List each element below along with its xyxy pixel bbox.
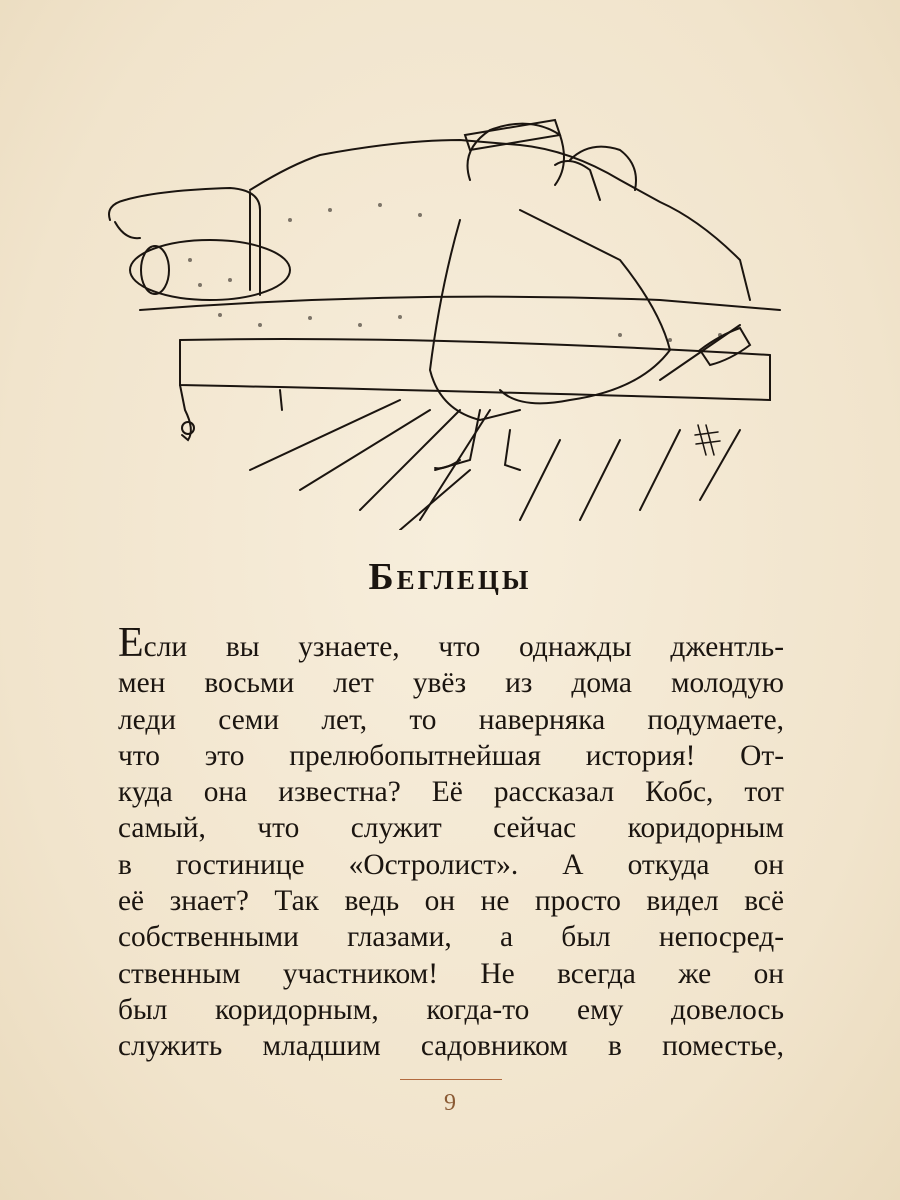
text-line: что это прелюбопытнейшая история! От-	[118, 739, 784, 772]
footer-rule	[400, 1079, 502, 1080]
page-number: 9	[444, 1090, 456, 1116]
text-line: был коридорным, когда-то ему довелось	[118, 993, 784, 1026]
sofa-children-engraving	[100, 110, 790, 530]
text-line: мен восьми лет увёз из дома молодую	[118, 667, 784, 700]
chapter-text	[118, 620, 784, 1065]
chapter-title: Беглецы	[368, 556, 532, 598]
text-line: в гостинице «Остролист». А откуда он	[118, 848, 784, 881]
text-line: Если вы узнаете, что однажды джентль-	[118, 620, 784, 666]
text-line: служить младшим садовником в поместье,	[118, 1030, 784, 1063]
text-line: собственными глазами, а был непосред-	[118, 921, 784, 954]
drop-cap: Е	[118, 620, 144, 666]
text-line: леди семи лет, то наверняка подумаете,	[118, 703, 784, 736]
text-line: самый, что служит сейчас коридорным	[118, 812, 784, 845]
text-line: её знает? Так ведь он не просто видел всё	[118, 885, 784, 918]
text-line: ственным участником! Не всегда же он	[118, 957, 784, 990]
text-line: куда она известна? Её рассказал Кобс, тот	[118, 776, 784, 809]
chapter-illustration	[100, 110, 790, 530]
